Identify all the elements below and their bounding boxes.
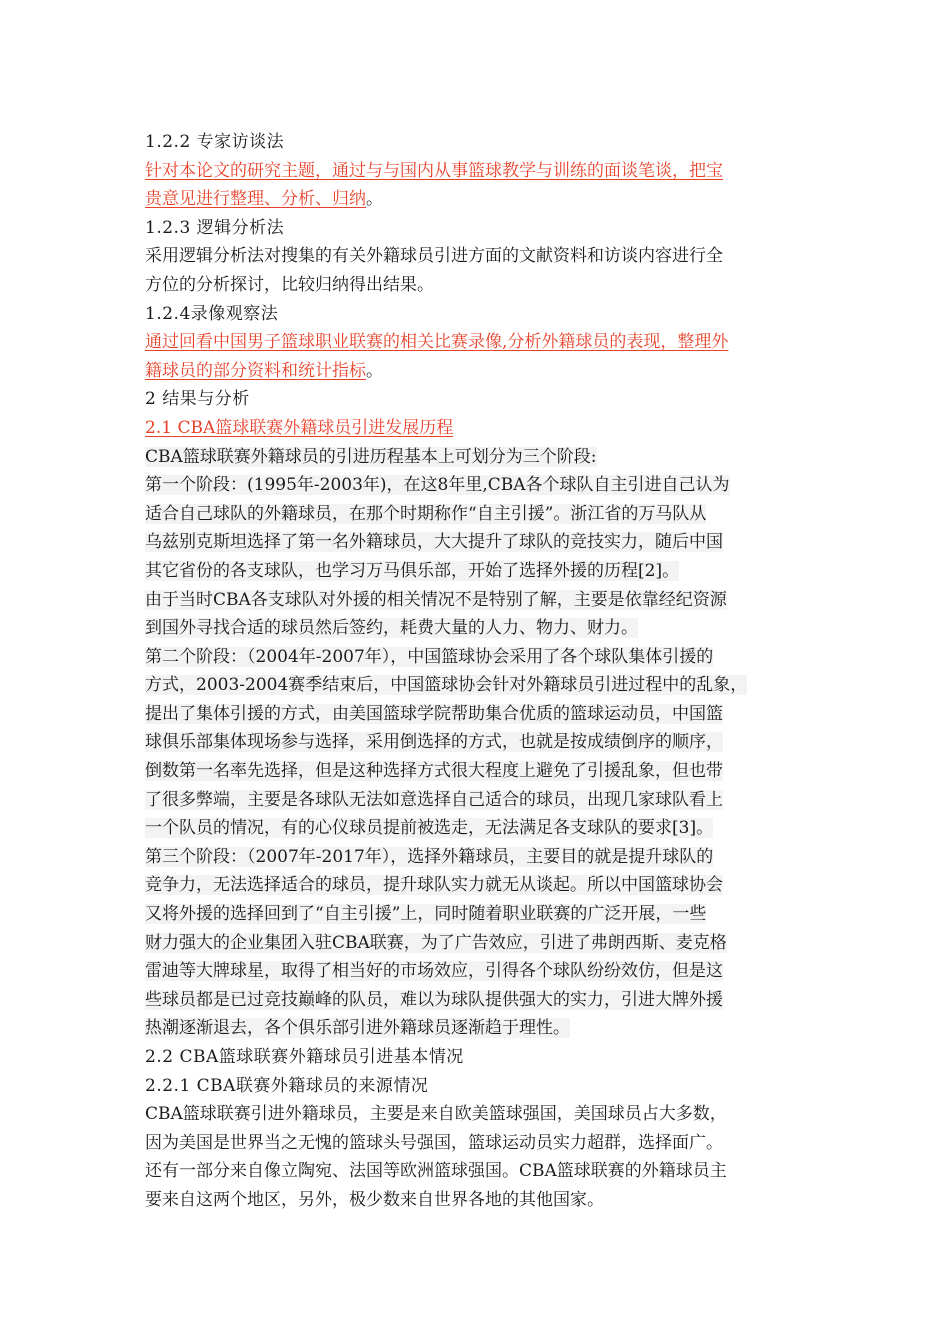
paragraph-player-sources (145, 1100, 807, 1214)
heading-2-2-1: 2.2.1 CBA联赛外籍球员的来源情况 (145, 1075, 429, 1096)
heading-2-1: 2.1 CBA篮球联赛外籍球员引进发展历程 (145, 417, 454, 438)
text-line: 由于当时CBA各支球队对外援的相关情况不是特别了解，主要是依靠经纪资源 (145, 589, 727, 610)
text-line: CBA篮球联赛引进外籍球员，主要是来自欧美篮球强国，美国球员占大多数， (145, 1104, 727, 1125)
paragraph-expert-interview (145, 157, 807, 214)
highlighted-text: 贵意见进行整理、分析、归纳 (145, 189, 366, 210)
period: 。 (366, 360, 383, 381)
text-line: 采用逻辑分析法对搜集的有关外籍球员引进方面的文献资料和访谈内容进行全 (145, 246, 723, 267)
heading-2: 2 结果与分析 (145, 389, 250, 410)
text-line: 财力强大的企业集团入驻CBA联赛，为了广告效应，引进了弗朗西斯、麦克格 (145, 932, 727, 953)
highlighted-text: 籍球员的部分资料和统计指标 (145, 360, 366, 381)
text-line: 一个队员的情况，有的心仪球员提前被选走，无法满足各支球队的要求[3]。 (145, 818, 714, 839)
heading-1-2-4: 1.2.4录像观察法 (145, 303, 279, 324)
text-line: 方式，2003-2004赛季结束后，中国篮球协会针对外籍球员引进过程中的乱象， (145, 675, 748, 696)
paragraph-history (145, 443, 807, 1043)
text-line: 方位的分析探讨，比较归纳得出结果。 (145, 274, 434, 295)
highlighted-text: 针对本论文的研究主题，通过与与国内从事篮球教学与训练的面谈笔谈，把宝 (145, 160, 723, 181)
heading-2-2: 2.2 CBA篮球联赛外籍球员引进基本情况 (145, 1047, 464, 1067)
text-line: 要来自这两个地区，另外，极少数来自世界各地的其他国家。 (145, 1189, 604, 1210)
highlighted-text: 通过回看中国男子篮球职业联赛的相关比赛录像,分析外籍球员的表现，整理外 (145, 332, 729, 353)
text-line: 其它省份的各支球队，也学习万马俱乐部，开始了选择外援的历程[2]。 (145, 560, 680, 581)
text-line: 提出了集体引援的方式，由美国篮球学院帮助集合优质的篮球运动员，中国篮 (145, 703, 723, 724)
text-line: 第二个阶段：（2004年-2007年），中国篮球协会采用了各个球队集体引援的 (145, 646, 714, 667)
text-line: 还有一部分来自像立陶宛、法国等欧洲篮球强国。CBA篮球联赛的外籍球员主 (145, 1161, 727, 1182)
paragraph-logic-analysis (145, 242, 807, 299)
text-line: 适合自己球队的外籍球员，在那个时期称作“自主引援”。浙江省的万马队从 (145, 503, 707, 524)
text-line: 第三个阶段：（2007年-2017年），选择外籍球员，主要目的就是提升球队的 (145, 846, 714, 867)
text-line: 第一个阶段：(1995年-2003年)，在这8年里,CBA各个球队自主引进自己认为 (145, 475, 730, 496)
heading-1-2-2: 1.2.2 专家访谈法 (145, 132, 285, 152)
text-line: CBA篮球联赛外籍球员的引进历程基本上可划分为三个阶段: (145, 446, 597, 467)
paragraph-video-observation (145, 328, 807, 385)
text-line: 竞争力，无法选择适合的球员，提升球队实力就无从谈起。所以中国篮球协会 (145, 875, 723, 896)
heading-1-2-3: 1.2.3 逻辑分析法 (145, 217, 285, 238)
text-line: 因为美国是世界当之无愧的篮球头号强国，篮球运动员实力超群，选择面广。 (145, 1132, 723, 1153)
text-line: 乌兹别克斯坦选择了第一名外籍球员，大大提升了球队的竞技实力，随后中国 (145, 532, 723, 553)
text-line: 球俱乐部集体现场参与选择，采用倒选择的方式，也就是按成绩倒序的顺序， (145, 732, 723, 753)
text-line: 雷迪等大牌球星，取得了相当好的市场效应，引得各个球队纷纷效仿，但是这 (145, 961, 723, 982)
text-line: 热潮逐渐退去，各个俱乐部引进外籍球员逐渐趋于理性。 (145, 1018, 570, 1039)
text-line: 又将外援的选择回到了“自主引援”上，同时随着职业联赛的广泛开展，一些 (145, 904, 707, 925)
text-line: 倒数第一名率先选择，但是这种选择方式很大程度上避免了引援乱象，但也带 (145, 761, 723, 782)
text-line: 了很多弊端，主要是各球队无法如意选择自己适合的球员，出现几家球队看上 (145, 789, 723, 810)
document-page (145, 128, 807, 1215)
text-line: 些球员都是已过竞技巅峰的队员，难以为球队提供强大的实力，引进大牌外援 (145, 989, 723, 1010)
period: 。 (366, 189, 383, 210)
text-line: 到国外寻找合适的球员然后签约，耗费大量的人力、物力、财力。 (145, 618, 638, 639)
